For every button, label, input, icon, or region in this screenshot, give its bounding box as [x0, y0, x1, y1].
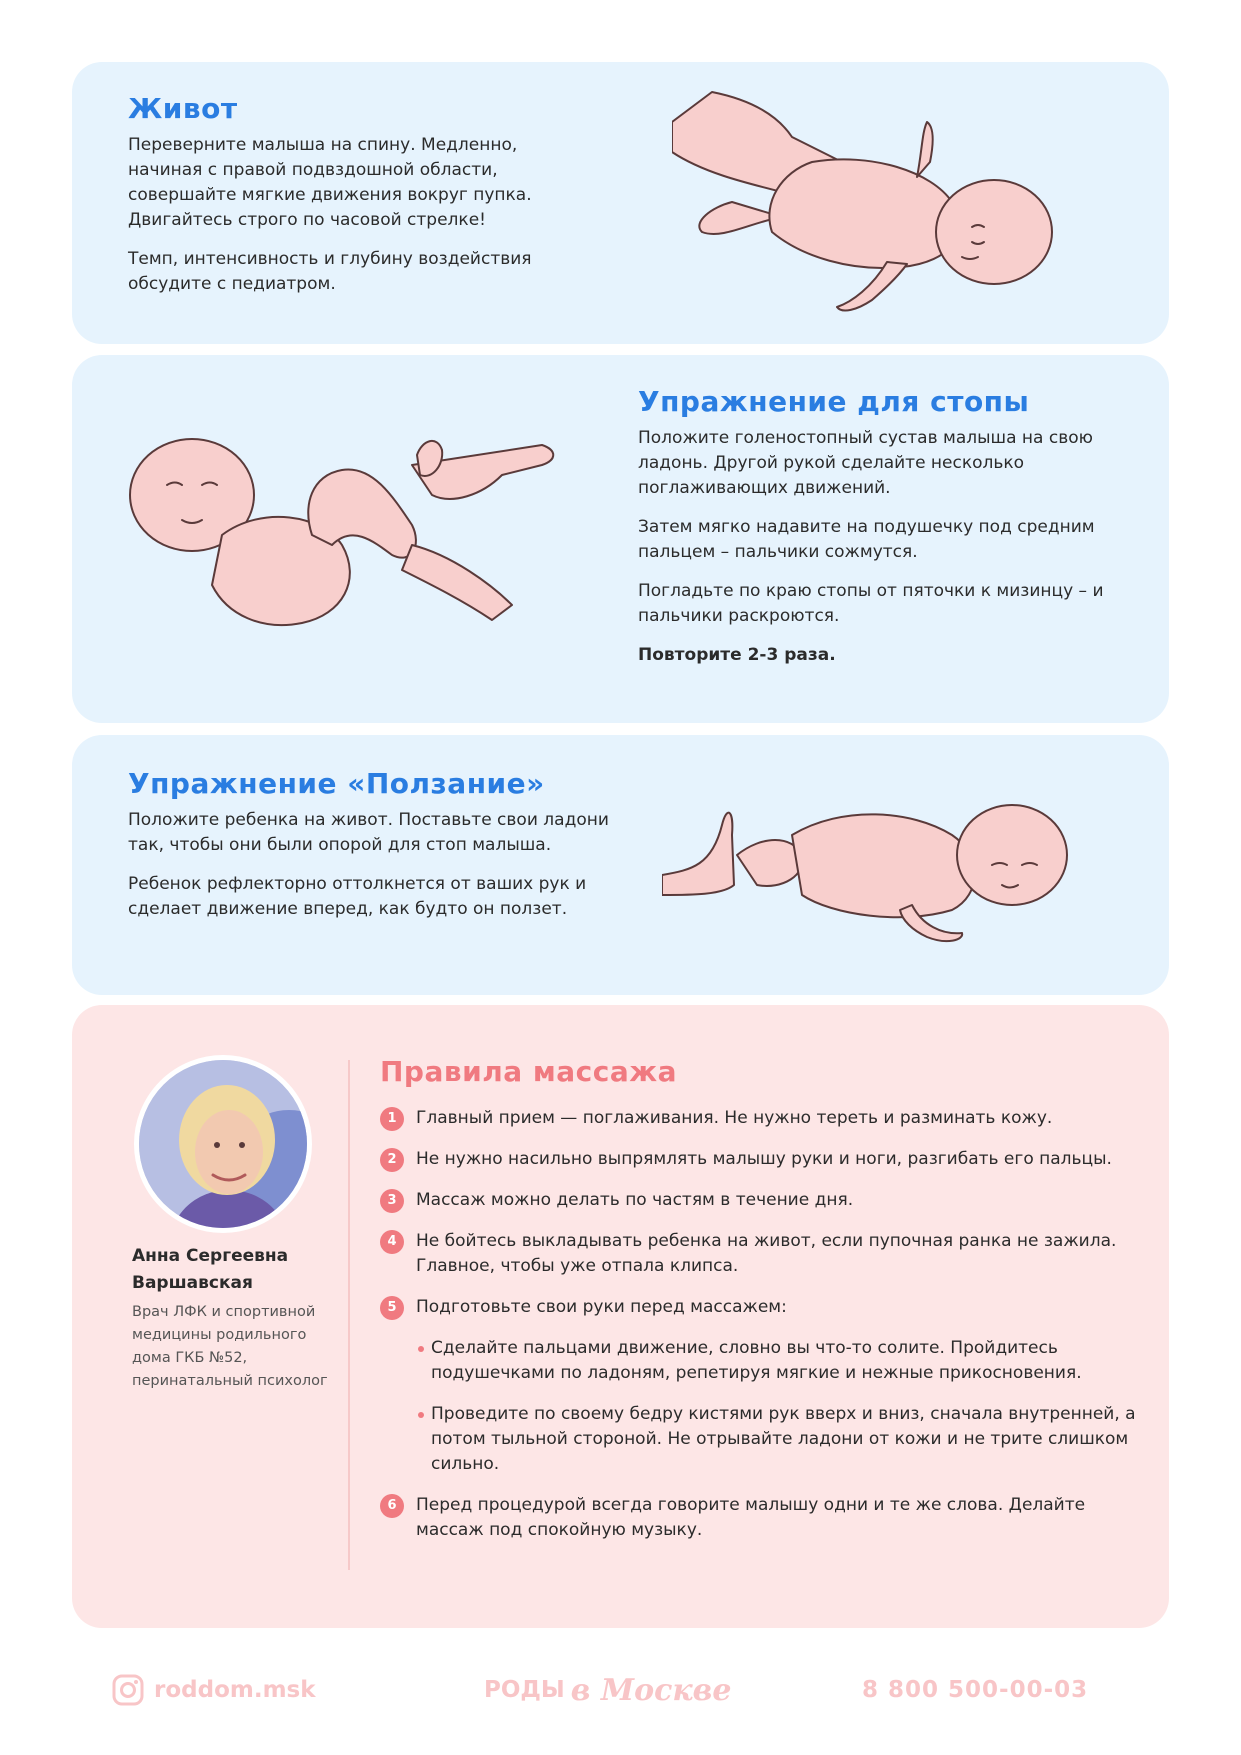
rule-item	[380, 1295, 1140, 1477]
brand-logo	[484, 1668, 731, 1712]
footer	[0, 1668, 1241, 1712]
baby-crawl-illustration	[662, 765, 1102, 965]
author-photo	[139, 1060, 312, 1233]
rule-sub-text: Сделайте пальцами движение, словно вы что-то солите. Пройдитесь подушечками по ладоням, репетируя мягкие и нежные прикосновения.	[431, 1338, 1082, 1383]
rule-item	[380, 1229, 1140, 1279]
paragraph: Положите ребенка на живот. Поставьте свои ладони так, чтобы они были опорой для стоп малыша.	[128, 810, 609, 855]
rule-text: Массаж можно делать по частям в течение дня.	[416, 1190, 854, 1210]
instagram-link[interactable]	[112, 1668, 316, 1712]
bullet-icon	[418, 1346, 424, 1352]
section-belly	[72, 62, 1169, 344]
massage-rules-card	[72, 1005, 1169, 1628]
rule-text: Главный прием — поглаживания. Не нужно тереть и разминать кожу.	[416, 1108, 1053, 1128]
rule-text: Перед процедурой всегда говорите малышу одни и те же слова. Делайте массаж под спокойную музыку.	[416, 1495, 1086, 1540]
rules-title: Правила массажа	[380, 1055, 677, 1088]
rule-sub-item	[416, 1402, 1140, 1477]
author-role: Врач ЛФК и спортивной медицины родильного дома ГКБ №52, перинатальный психолог	[132, 1304, 328, 1389]
section-title: Живот	[128, 92, 238, 125]
section-title: Упражнение «Ползание»	[128, 767, 545, 800]
section-crawl-text	[128, 767, 618, 936]
rule-text: Не бойтесь выкладывать ребенка на живот, если пупочная ранка не зажила. Главное, чтобы уже отпала клипса.	[416, 1231, 1117, 1276]
rule-number-badge: 4	[380, 1230, 404, 1254]
logo-script: в Москве	[570, 1672, 732, 1708]
section-title: Упражнение для стопы	[638, 385, 1030, 418]
instagram-handle: roddom.msk	[154, 1677, 316, 1703]
section-foot-text	[638, 385, 1138, 682]
rule-number-badge: 6	[380, 1494, 404, 1518]
section-crawl	[72, 735, 1169, 995]
paragraph: Переверните малыша на спину. Медленно, начиная с правой подвздошной области, совершайте мягкие движения вокруг пупка. Двигайтесь строго по часовой стрелке!	[128, 135, 532, 230]
emphasis-text: Повторите 2-3 раза.	[638, 645, 836, 665]
section-foot	[72, 355, 1169, 723]
baby-foot-exercise-illustration	[112, 395, 592, 655]
rule-number-badge: 2	[380, 1148, 404, 1172]
instagram-icon	[112, 1674, 144, 1706]
author-name: Анна Сергеевна Варшавская	[132, 1246, 289, 1293]
paragraph: Положите голеностопный сустав малыша на свою ладонь. Другой рукой сделайте несколько поглаживающих движений.	[638, 428, 1093, 498]
rule-text: Подготовьте свои руки перед массажем:	[416, 1297, 787, 1317]
rule-sub-text: Проведите по своему бедру кистями рук вверх и вниз, сначала внутренней, а потом тыльной стороной. Не отрывайте ладони от кожи и не трите слишком сильно.	[431, 1404, 1136, 1474]
rule-number-badge: 1	[380, 1107, 404, 1131]
rule-text: Не нужно насильно выпрямлять малышу руки и ноги, разгибать его пальцы.	[416, 1149, 1112, 1169]
divider	[348, 1060, 350, 1570]
rule-item	[380, 1188, 1140, 1213]
author-avatar	[134, 1055, 312, 1233]
rules-list	[380, 1055, 1140, 1559]
rule-item	[380, 1147, 1140, 1172]
paragraph: Темп, интенсивность и глубину воздействия обсудите с педиатром.	[128, 249, 532, 294]
paragraph: Затем мягко надавите на подушечку под средним пальцем – пальчики сожмутся.	[638, 517, 1095, 562]
rule-sub-item	[416, 1336, 1140, 1386]
rule-number-badge: 3	[380, 1189, 404, 1213]
paragraph: Погладьте по краю стопы от пяточки к мизинцу – и пальчики раскроются.	[638, 581, 1104, 626]
rule-number-badge: 5	[380, 1296, 404, 1320]
rule-item	[380, 1106, 1140, 1131]
section-belly-text	[128, 92, 568, 311]
phone-number[interactable]: 8 800 500-00-03	[862, 1677, 1089, 1703]
bullet-icon	[418, 1412, 424, 1418]
logo-text: РОДЫ	[484, 1677, 565, 1703]
rule-item	[380, 1493, 1140, 1543]
paragraph: Ребенок рефлекторно оттолкнется от ваших рук и сделает движение вперед, как будто он ползет.	[128, 874, 587, 919]
baby-belly-massage-illustration	[672, 82, 1142, 332]
